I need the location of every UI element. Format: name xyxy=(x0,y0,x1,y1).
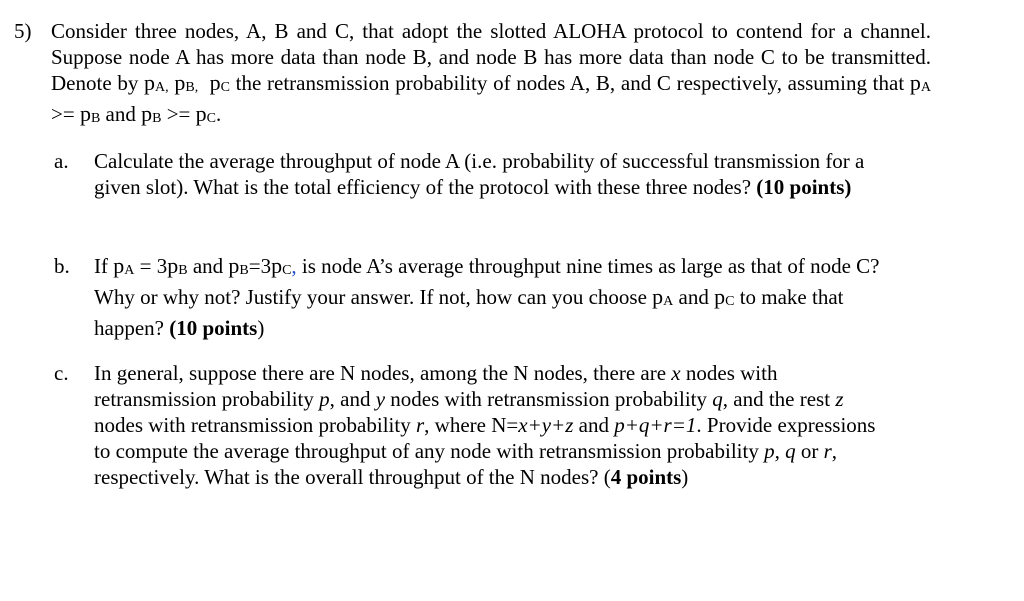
part-c-text: In general, suppose there are N nodes, among the N nodes, there are x nodes with retransmission probability p, and y nodes with retransmission probability q, and the rest z nodes with retransmission probability r, where N=x+y+z and p+q+r=1. Provide expressions to compute the average throughput of any node with retransmission probability p, q or r, respectively. What is the overall throughput of the N nodes? (4 points) xyxy=(94,361,876,489)
part-a-text: Calculate the average throughput of node A (i.e. probability of successful transmission for a given slot). What is the total efficiency of the protocol with these three nodes? (10 points) xyxy=(94,149,865,199)
part-b-label: b. xyxy=(54,254,70,278)
part-c xyxy=(54,360,894,490)
question-intro: Consider three nodes, A, B and C, that adopt the slotted ALOHA protocol to contend for a channel. Suppose node A has more data than node B, and node B has more data than node C to be transmitted. Denote by pA, pB, pC the retransmission probability of nodes A, B, and C respectively, assuming that pA >= pB and pB >= pC. xyxy=(51,19,931,126)
part-b-text: If pA = 3pB and pB=3pC, is node A’s average throughput nine times as large as that of node C? Why or why not? Justify your answer. If not, how can you choose pA and pC to make that happen? (10 points) xyxy=(94,253,880,340)
part-b xyxy=(54,253,894,341)
part-a xyxy=(54,148,894,200)
part-a-points: (10 points) xyxy=(756,175,852,199)
question-number: 5) xyxy=(14,19,32,43)
part-c-label: c. xyxy=(54,361,69,385)
part-c-points: 4 points xyxy=(610,465,682,489)
part-a-label: a. xyxy=(54,149,69,173)
blue-comma: , xyxy=(291,254,297,278)
part-b-points: (10 points xyxy=(169,316,258,340)
question-5 xyxy=(14,18,1014,132)
